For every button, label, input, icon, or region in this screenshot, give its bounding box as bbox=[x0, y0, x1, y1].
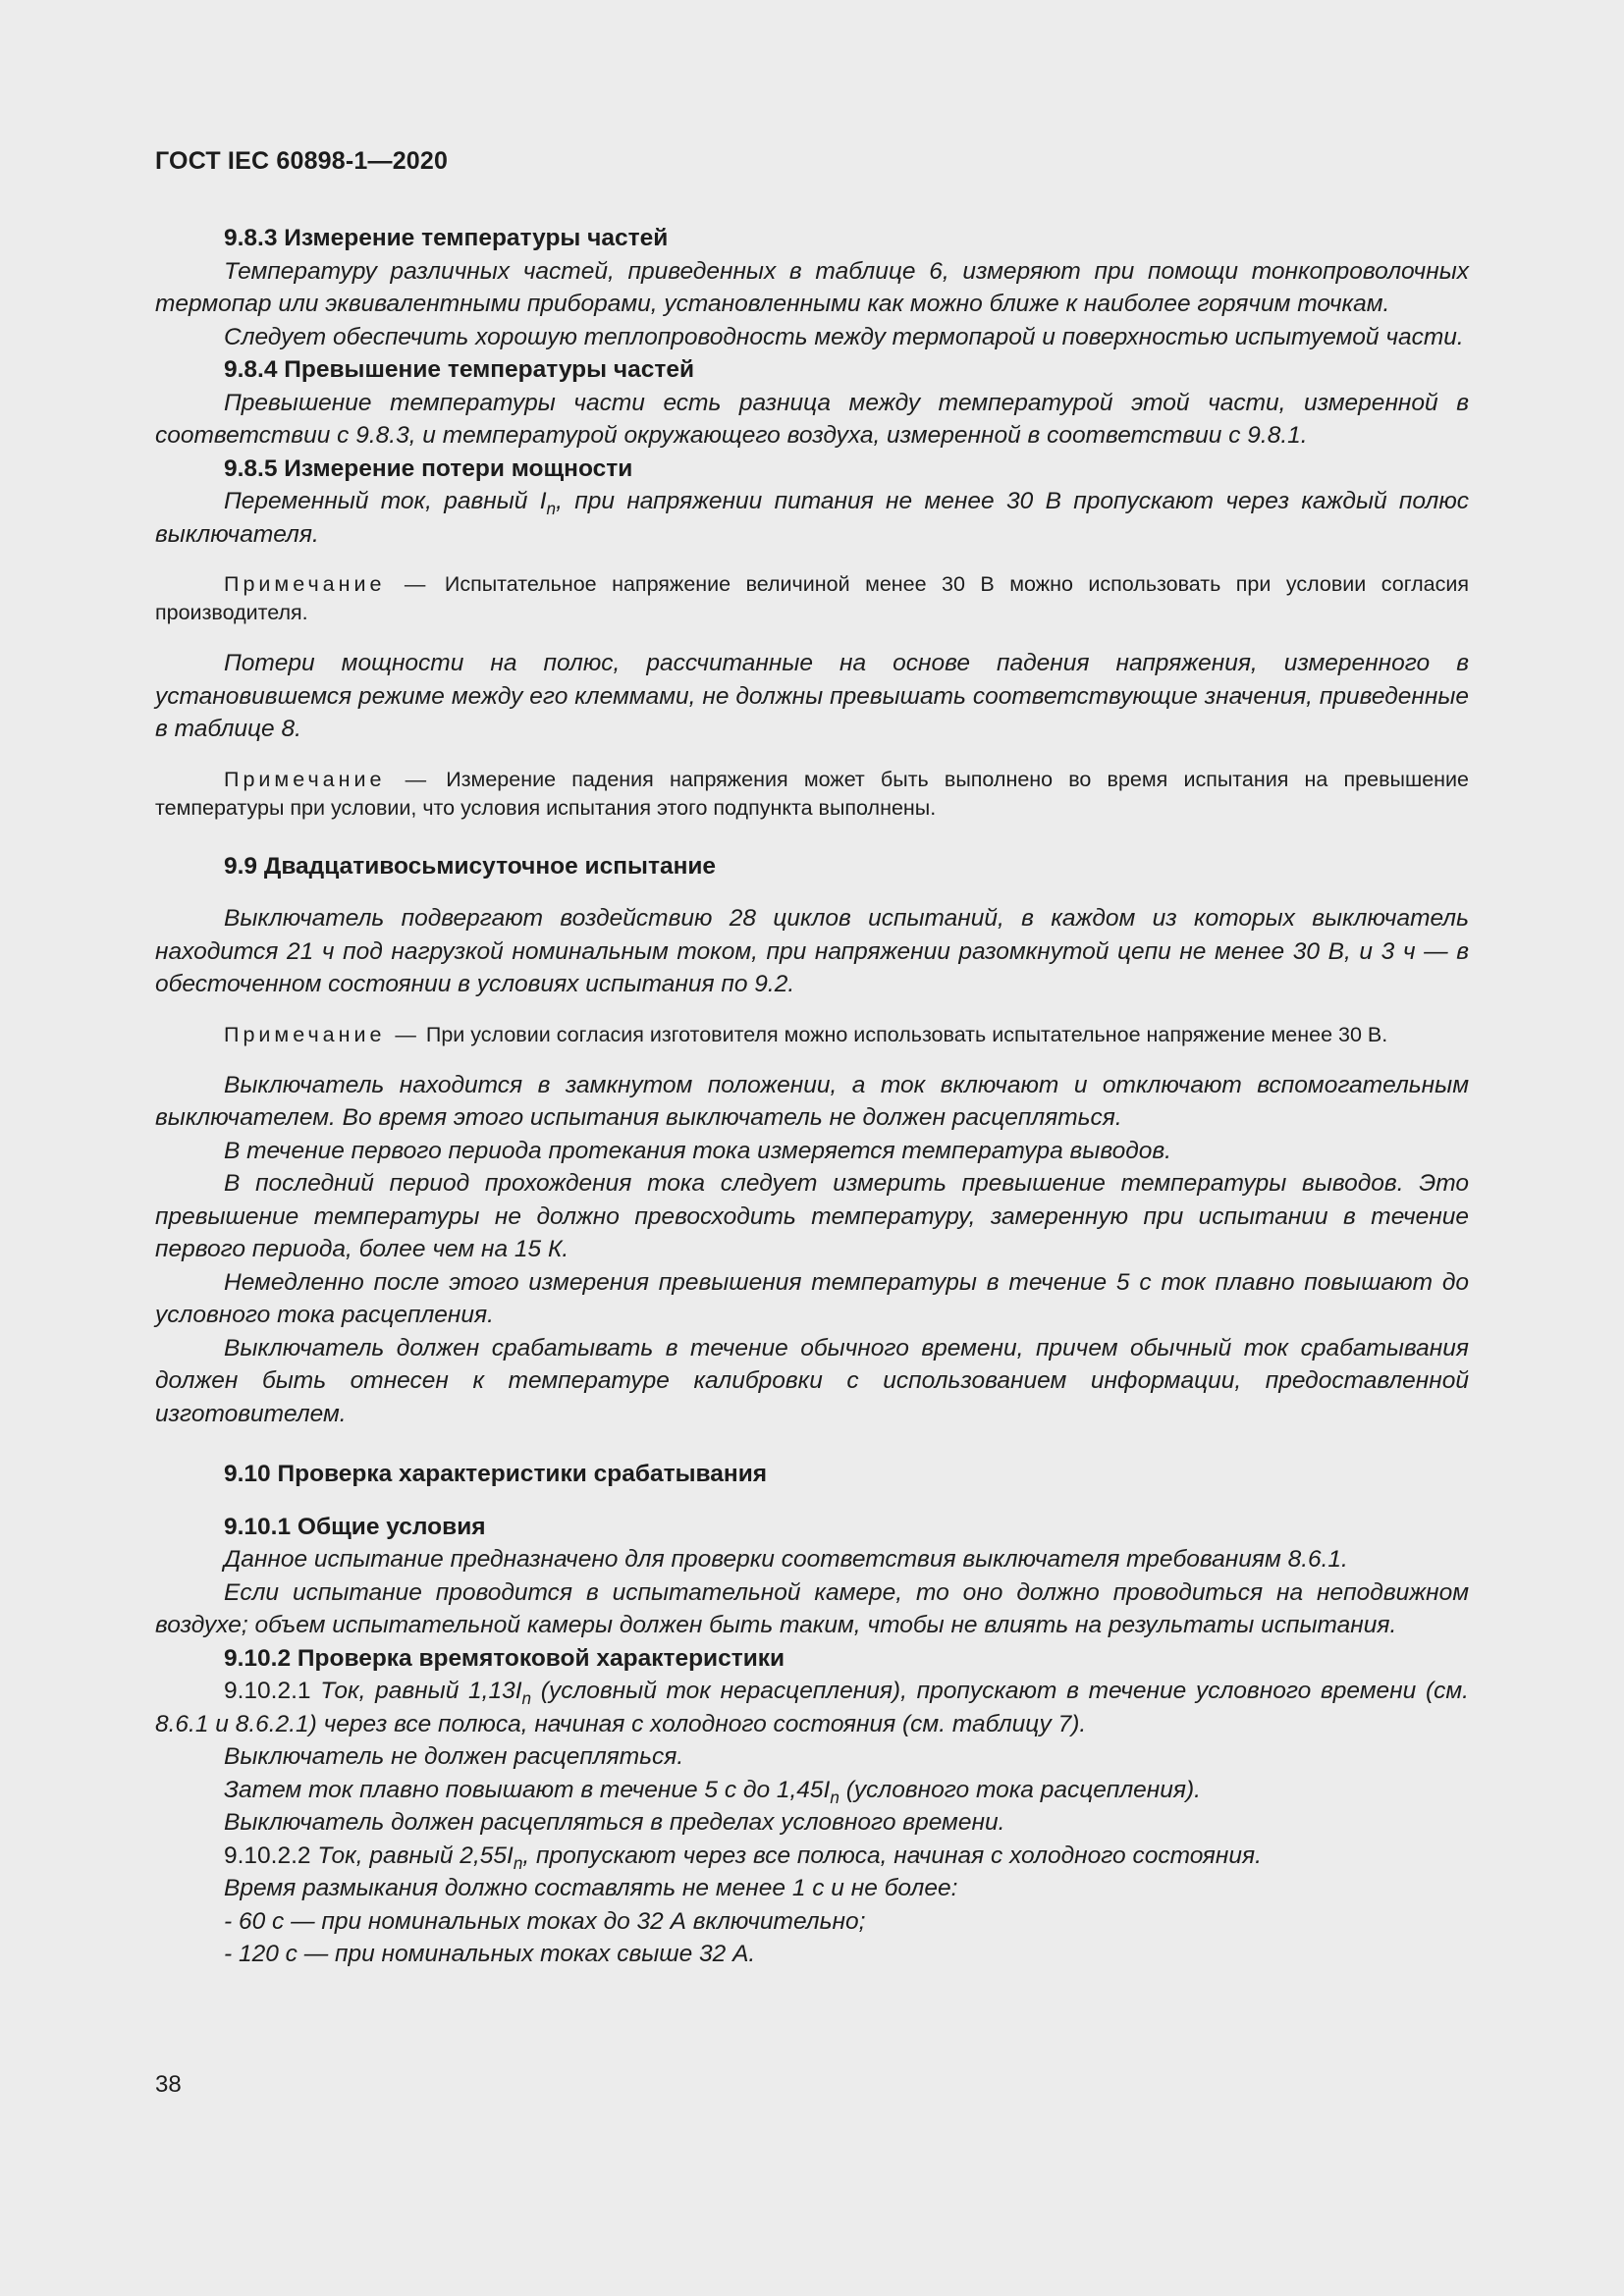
paragraph: Температуру различных частей, приведенных в таблице 6, измеряют при помощи тонкопроволочных термопар или эквивалентными приборами, установленными как можно ближе к наиболее горячим точкам. bbox=[155, 257, 1469, 317]
list-item: - 60 с — при номинальных токах до 32 А включительно; bbox=[224, 1907, 866, 1935]
paragraph bbox=[155, 1774, 1469, 1807]
paragraph: Выключатель подвергают воздействию 28 циклов испытаний, в каждом из которых выключатель находится 21 ч под нагрузкой номинальным током, при напряжении разомкнутой цепи не менее 30 В, и 3 ч — в обесточенном состоянии в условиях испытания по 9.2. bbox=[155, 905, 1469, 997]
paragraph bbox=[155, 485, 1469, 551]
text-run: Переменный ток, равный I bbox=[224, 488, 547, 514]
paragraph: Выключатель находится в замкнутом положении, а ток включают и отключают вспомогательным выключателем. Во время этого испытания выключатель не должен расцепляться. bbox=[155, 1071, 1469, 1131]
clause-number: 9.10.2.2 bbox=[224, 1842, 311, 1869]
paragraph bbox=[155, 1675, 1469, 1740]
list-item: - 120 с — при номинальных токах свыше 32 А. bbox=[224, 1941, 756, 1967]
paragraph bbox=[155, 1840, 1469, 1873]
text-run: , пропускают через все полюса, начиная с холодного состояния. bbox=[522, 1842, 1262, 1869]
paragraph: Время размыкания должно составлять не менее 1 с и не более: bbox=[224, 1875, 958, 1901]
text-run: Ток, равный 1,13I bbox=[310, 1678, 522, 1704]
paragraph: В течение первого периода протекания тока измеряется температура выводов. bbox=[224, 1137, 1171, 1164]
section-heading-9-10-1: 9.10.1 Общие условия bbox=[224, 1513, 486, 1540]
subscript: n bbox=[521, 1688, 532, 1708]
text-run: (условный ток нерасцепления), пропускают в течение условного времени (см. 8.6.1 и 8.6.2.1) через все полюса, начиная с холодного состояния (см. таблицу 7). bbox=[155, 1678, 1469, 1737]
text-run: , при напряжении питания не менее 30 В пропускают через каждый полюс выключателя. bbox=[155, 488, 1469, 548]
document-body bbox=[155, 222, 1469, 1971]
note-label: Примечание — bbox=[224, 1022, 420, 1046]
note bbox=[155, 766, 1469, 823]
note bbox=[155, 570, 1469, 627]
clause-number: 9.10.2.1 bbox=[224, 1678, 311, 1704]
page-number: 38 bbox=[155, 2071, 182, 2098]
text-run: Ток, равный 2,55I bbox=[310, 1842, 514, 1869]
paragraph: Если испытание проводится в испытательной камере, то оно должно проводиться на неподвижном воздухе; объем испытательной камеры должен быть таким, чтобы не влиять на результаты испытания. bbox=[155, 1578, 1469, 1638]
paragraph: Следует обеспечить хорошую теплопроводность между термопарой и поверхностью испытуемой части. bbox=[224, 323, 1464, 350]
paragraph: Немедленно после этого измерения превышения температуры в течение 5 с ток плавно повышают до условного тока расцепления. bbox=[155, 1268, 1469, 1328]
text-run: (условного тока расцепления). bbox=[839, 1776, 1201, 1803]
note bbox=[155, 1021, 1469, 1049]
document-header: ГОСТ IEC 60898-1—2020 bbox=[155, 147, 449, 175]
paragraph: Выключатель должен расцепляться в пределах условного времени. bbox=[224, 1809, 1005, 1836]
paragraph: Данное испытание предназначено для проверки соответствия выключателя требованиям 8.6.1. bbox=[224, 1546, 1348, 1573]
section-heading-9-10: 9.10 Проверка характеристики срабатывания bbox=[224, 1461, 768, 1487]
subscript: n bbox=[830, 1787, 839, 1807]
note-label: Примечание — bbox=[224, 767, 431, 791]
note-text: При условии согласия изготовителя можно использовать испытательное напряжение менее 30 В. bbox=[419, 1022, 1388, 1046]
section-heading-9-8-3: 9.8.3 Измерение температуры частей bbox=[224, 225, 669, 251]
note-text: Измерение падения напряжения может быть выполнено во время испытания на превышение температуры при условии, что условия испытания этого подпункта выполнены. bbox=[155, 767, 1469, 820]
section-heading-9-10-2: 9.10.2 Проверка времятоковой характеристики bbox=[224, 1644, 785, 1672]
paragraph: Выключатель должен срабатывать в течение обычного времени, причем обычный ток срабатывания должен быть отнесен к температуре калибровки с использованием информации, предоставленной изготовителем. bbox=[155, 1334, 1469, 1427]
paragraph: В последний период прохождения тока следует измерить превышение температуры выводов. Это превышение температуры не должно превосходить температуру, замеренную при испытании в течение первого периода, более чем на 15 К. bbox=[155, 1170, 1469, 1262]
paragraph: Выключатель не должен расцепляться. bbox=[224, 1743, 684, 1770]
note-text: Испытательное напряжение величиной менее 30 В можно использовать при условии согласия производителя. bbox=[155, 572, 1469, 624]
paragraph: Потери мощности на полюс, рассчитанные на основе падения напряжения, измеренного в установившемся режиме между его клеммами, не должны превышать соответствующие значения, приведенные в таблице 8. bbox=[155, 650, 1469, 742]
section-heading-9-8-5: 9.8.5 Измерение потери мощности bbox=[224, 454, 633, 482]
section-heading-9-9: 9.9 Двадцативосьмисуточное испытание bbox=[224, 852, 717, 880]
subscript: n bbox=[546, 499, 557, 518]
subscript: n bbox=[513, 1852, 523, 1873]
section-heading-9-8-4: 9.8.4 Превышение температуры частей bbox=[224, 356, 695, 383]
paragraph: Превышение температуры части есть разница между температурой этой части, измеренной в соответствии с 9.8.3, и температурой окружающего воздуха, измеренной в соответствии с 9.8.1. bbox=[155, 389, 1469, 449]
note-label: Примечание — bbox=[224, 572, 430, 596]
text-run: Затем ток плавно повышают в течение 5 с до 1,45I bbox=[224, 1776, 831, 1803]
